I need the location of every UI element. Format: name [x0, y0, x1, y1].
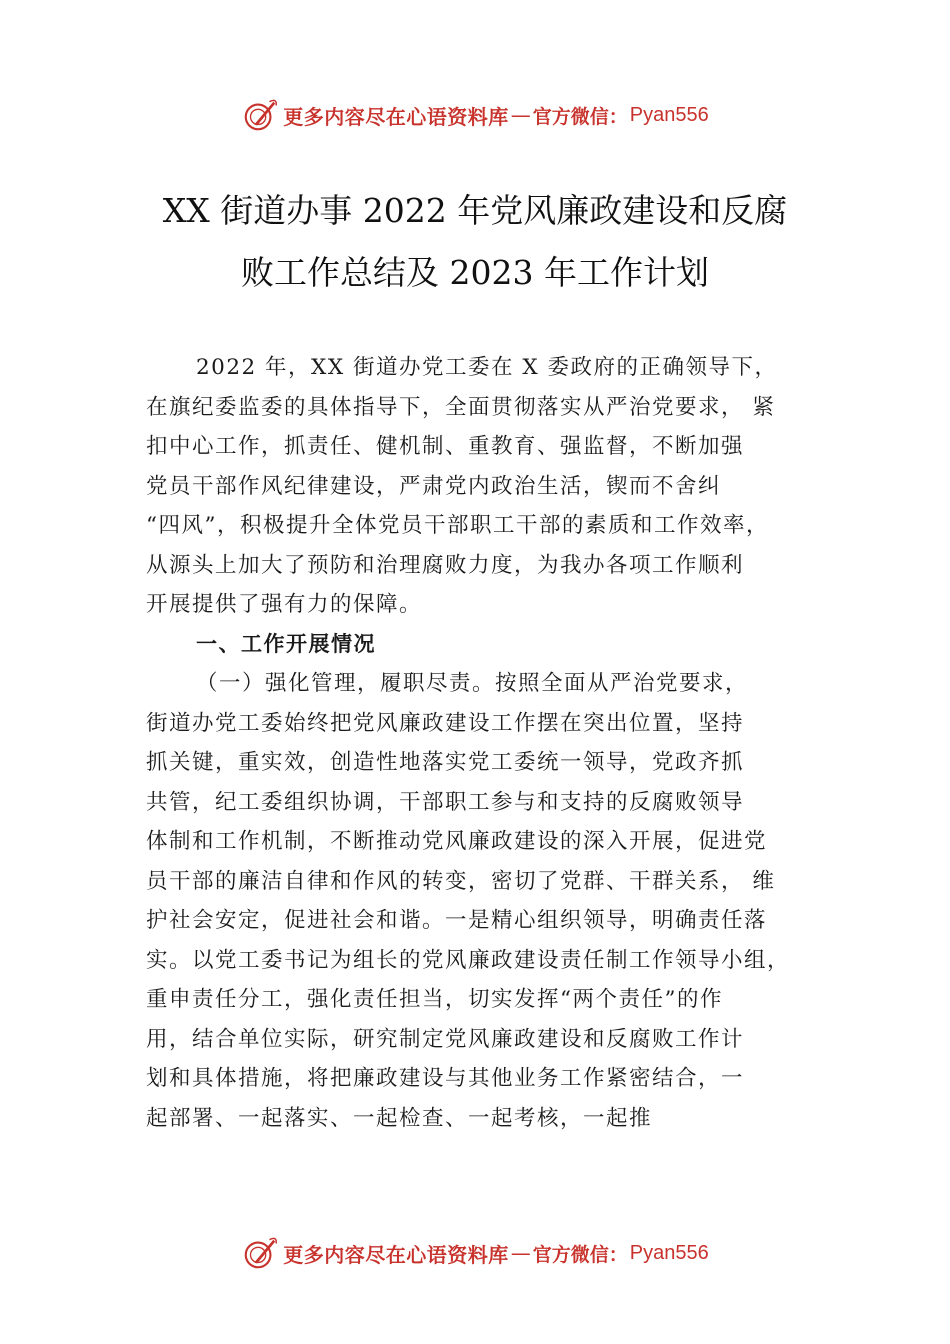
body-line: 扣中心工作，抓责任、健机制、重教育、强监督，不断加强 [146, 434, 745, 459]
body-line: （一）强化管理，履职尽责。按照全面从严治党要求， [196, 671, 749, 696]
title-line: XX 街道办事 2022 年党风廉政建设和反腐 [162, 191, 788, 230]
watermark-text: 更多内容尽在心语资料库 [283, 104, 509, 129]
quill-seal-icon [241, 1234, 279, 1272]
watermark-banner-bottom [0, 1233, 950, 1273]
watermark-separator: — [510, 1241, 531, 1265]
body-line: 街道办党工委始终把党风廉政建设工作摆在突出位置，坚持 [146, 710, 745, 736]
watermark-wechat-id: Pyan556 [629, 103, 709, 126]
body-line: 在旗纪委监委的具体指导下，全面贯彻落实从严治党要求， 紧 [146, 394, 776, 420]
body-line: 起部署、一起落实、一起检查、一起考核，一起推 [146, 1105, 653, 1131]
body-line: 开展提供了强有力的保障。 [146, 592, 423, 617]
body-line: 实。以党工委书记为组长的党风廉政建设责任制工作领导小组， [146, 947, 791, 973]
body-line: 重申责任分工，强化责任担当，切实发挥“两个责任”的作 [146, 987, 723, 1012]
body-line: 员干部的廉洁自律和作风的转变，密切了党群、干群关系， 维 [146, 868, 776, 894]
body-line: 体制和工作机制，不断推动党风廉政建设的深入开展，促进党 [146, 829, 768, 854]
body-line: 从源头上加大了预防和治理腐败力度，为我办各项工作顺利 [146, 552, 745, 578]
watermark-caption: 官方微信： [532, 1243, 628, 1266]
section-heading: 一、工作开展情况 [196, 631, 376, 656]
document-title [100, 180, 850, 304]
body-line: 护社会安定，促进社会和谐。一是精心组织领导，明确责任落 [146, 908, 768, 933]
watermark-caption: 官方微信： [532, 105, 628, 128]
body-line: 共管，纪工委组织协调，干部职工参与和支持的反腐败领导 [146, 789, 745, 815]
body-line: 2022 年，XX 街道办党工委在 X 委政府的正确领导下， [196, 355, 778, 380]
body-line: 党员干部作风纪律建设，严肃党内政治生活，锲而不舍纠 [146, 473, 722, 499]
watermark-separator: — [510, 103, 531, 127]
body-line: 抓关键，重实效，创造性地落实党工委统一领导，党政齐抓 [146, 750, 745, 775]
quill-seal-icon [241, 96, 279, 134]
body-line: 划和具体措施，将把廉政建设与其他业务工作紧密结合，一 [146, 1066, 745, 1091]
document-body [146, 348, 836, 1138]
watermark-wechat-id: Pyan556 [629, 1241, 709, 1264]
watermark-text: 更多内容尽在心语资料库 [283, 1242, 509, 1267]
watermark-banner-top [0, 95, 950, 135]
body-line: “四风”，积极提升全体党员干部职工干部的素质和工作效率， [146, 513, 769, 538]
body-line: 用，结合单位实际，研究制定党风廉政建设和反腐败工作计 [146, 1026, 745, 1052]
title-line: 败工作总结及 2023 年工作计划 [241, 253, 709, 292]
